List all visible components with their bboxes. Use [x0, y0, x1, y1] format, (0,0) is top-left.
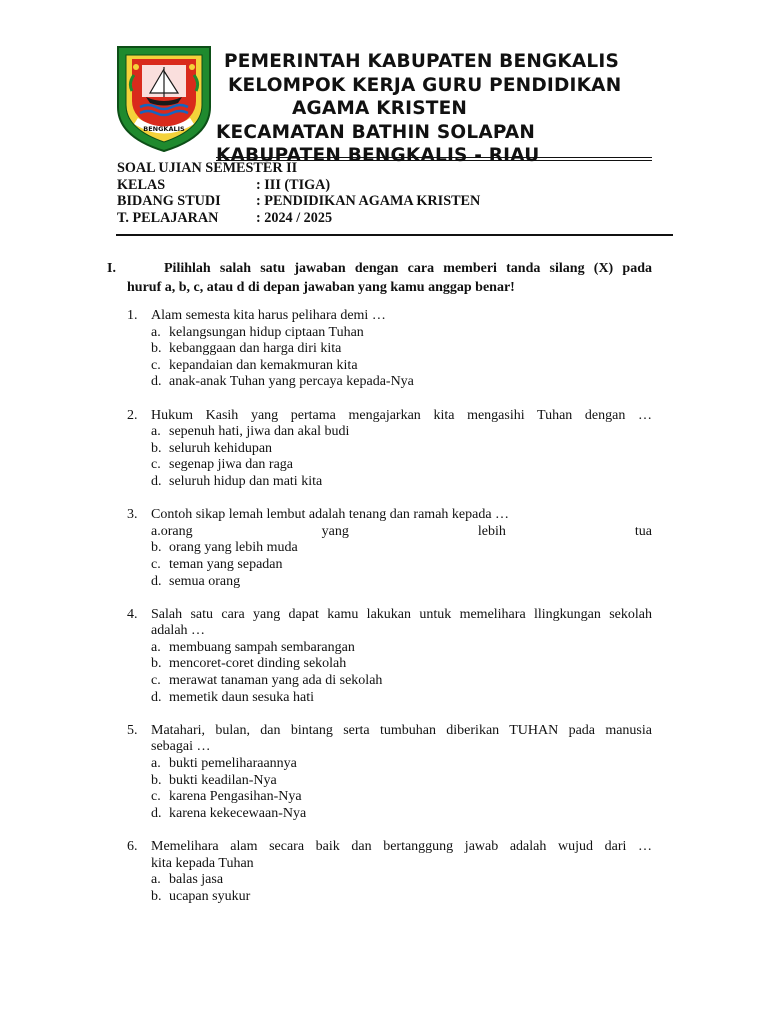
option-b: b. orang yang lebih muda — [151, 540, 298, 556]
document-header — [210, 50, 650, 168]
option-a: a. sepenuh hati, jiwa dan akal budi — [151, 424, 350, 440]
question-3 — [127, 507, 652, 590]
option-a: a. bukti pemeliharaannya — [151, 756, 297, 772]
question-text-line-1: Salah satu cara yang dapat kamu lakukan untuk memelihara llingkungan sekolah — [151, 606, 652, 622]
subject-label: BIDANG STUDI — [117, 193, 221, 209]
question-5 — [127, 723, 652, 823]
option-a: a. balas jasa — [151, 872, 224, 888]
question-4 — [127, 607, 652, 707]
option-b: b. seluruh kehidupan — [151, 440, 273, 456]
option-c: c. merawat tanaman yang ada di sekolah — [151, 673, 383, 689]
option-a: a. kelangsungan hidup ciptaan Tuhan — [151, 324, 364, 340]
question-number: 5. — [127, 722, 138, 738]
question-number: 4. — [127, 606, 138, 622]
class-label: KELAS — [117, 176, 166, 193]
school-year-value: : 2024 / 2025 — [256, 209, 333, 226]
logo-text: BENGKALIS — [143, 125, 185, 133]
info-divider — [116, 234, 673, 236]
option-c: c. teman yang sepadan — [151, 556, 283, 572]
option-b: b. kebanggaan dan harga diri kita — [151, 341, 342, 357]
question-text-line-2: kita kepada Tuhan — [151, 855, 254, 871]
question-list — [127, 308, 652, 922]
option-c: c. segenap jiwa dan raga — [151, 457, 293, 473]
header-divider-top — [216, 157, 652, 158]
header-line-2: KELOMPOK KERJA GURU PENDIDIKAN — [228, 74, 622, 96]
header-line-4: KECAMATAN BATHIN SOLAPAN — [216, 121, 536, 143]
subject-value: : PENDIDIKAN AGAMA KRISTEN — [256, 193, 481, 209]
question-1 — [127, 308, 652, 391]
instruction-line-2: huruf a, b, c, atau d di depan jawaban yang kamu anggap benar! — [127, 280, 515, 295]
question-text-line-1: Memelihara alam secara baik dan bertanggung jawab adalah wujud dari … — [151, 839, 652, 854]
header-line-3: AGAMA KRISTEN — [292, 98, 468, 119]
option-b: b. bukti keadilan-Nya — [151, 772, 277, 788]
option-b: b. mencoret-coret dinding sekolah — [151, 656, 347, 672]
option-a: a.orang yang lebih tua — [151, 523, 652, 539]
question-text: Hukum Kasih yang pertama mengajarkan kita mengasihi Tuhan dengan … — [151, 407, 652, 423]
option-d: d. memetik daun sesuka hati — [151, 689, 315, 705]
instruction-line-1: Pilihlah salah satu jawaban dengan cara memberi tanda silang (X) pada — [164, 261, 652, 276]
option-a: a. membuang sampah sembarangan — [151, 639, 355, 655]
exam-title: SOAL UJIAN SEMESTER II — [117, 160, 298, 176]
section-number: I. — [107, 261, 116, 276]
option-d: d. anak-anak Tuhan yang percaya kepada-Nya — [151, 374, 414, 390]
question-number: 2. — [127, 407, 138, 423]
section-instruction — [107, 259, 652, 297]
exam-info — [117, 160, 480, 226]
question-2 — [127, 408, 652, 491]
question-text: Contoh sikap lemah lembut adalah tenang dan ramah kepada … — [151, 507, 510, 523]
option-d: d. karena kekecewaan-Nya — [151, 805, 307, 821]
question-text-line-2: sebagai … — [151, 739, 211, 755]
bengkalis-regency-logo — [116, 45, 212, 153]
option-c: c. karena Pengasihan-Nya — [151, 789, 302, 805]
question-number: 6. — [127, 839, 138, 854]
option-d: d. semua orang — [151, 573, 241, 589]
class-value: : III (TIGA) — [256, 176, 331, 193]
school-year-label: T. PELAJARAN — [117, 209, 219, 226]
question-number: 3. — [127, 507, 138, 523]
question-text: Alam semesta kita harus pelihara demi … — [151, 308, 386, 323]
question-text-line-1: Matahari, bulan, dan bintang serta tumbuhan diberikan TUHAN pada manusia — [151, 722, 652, 738]
question-text-line-2: adalah … — [151, 623, 206, 639]
header-line-5: KABUPATEN BENGKALIS - RIAU — [216, 145, 540, 166]
question-6 — [127, 839, 652, 905]
option-b: b. ucapan syukur — [151, 888, 251, 904]
header-line-1: PEMERINTAH KABUPATEN BENGKALIS — [224, 51, 620, 72]
question-number: 1. — [127, 308, 138, 323]
option-c: c. kepandaian dan kemakmuran kita — [151, 357, 358, 373]
option-d: d. seluruh hidup dan mati kita — [151, 473, 323, 489]
